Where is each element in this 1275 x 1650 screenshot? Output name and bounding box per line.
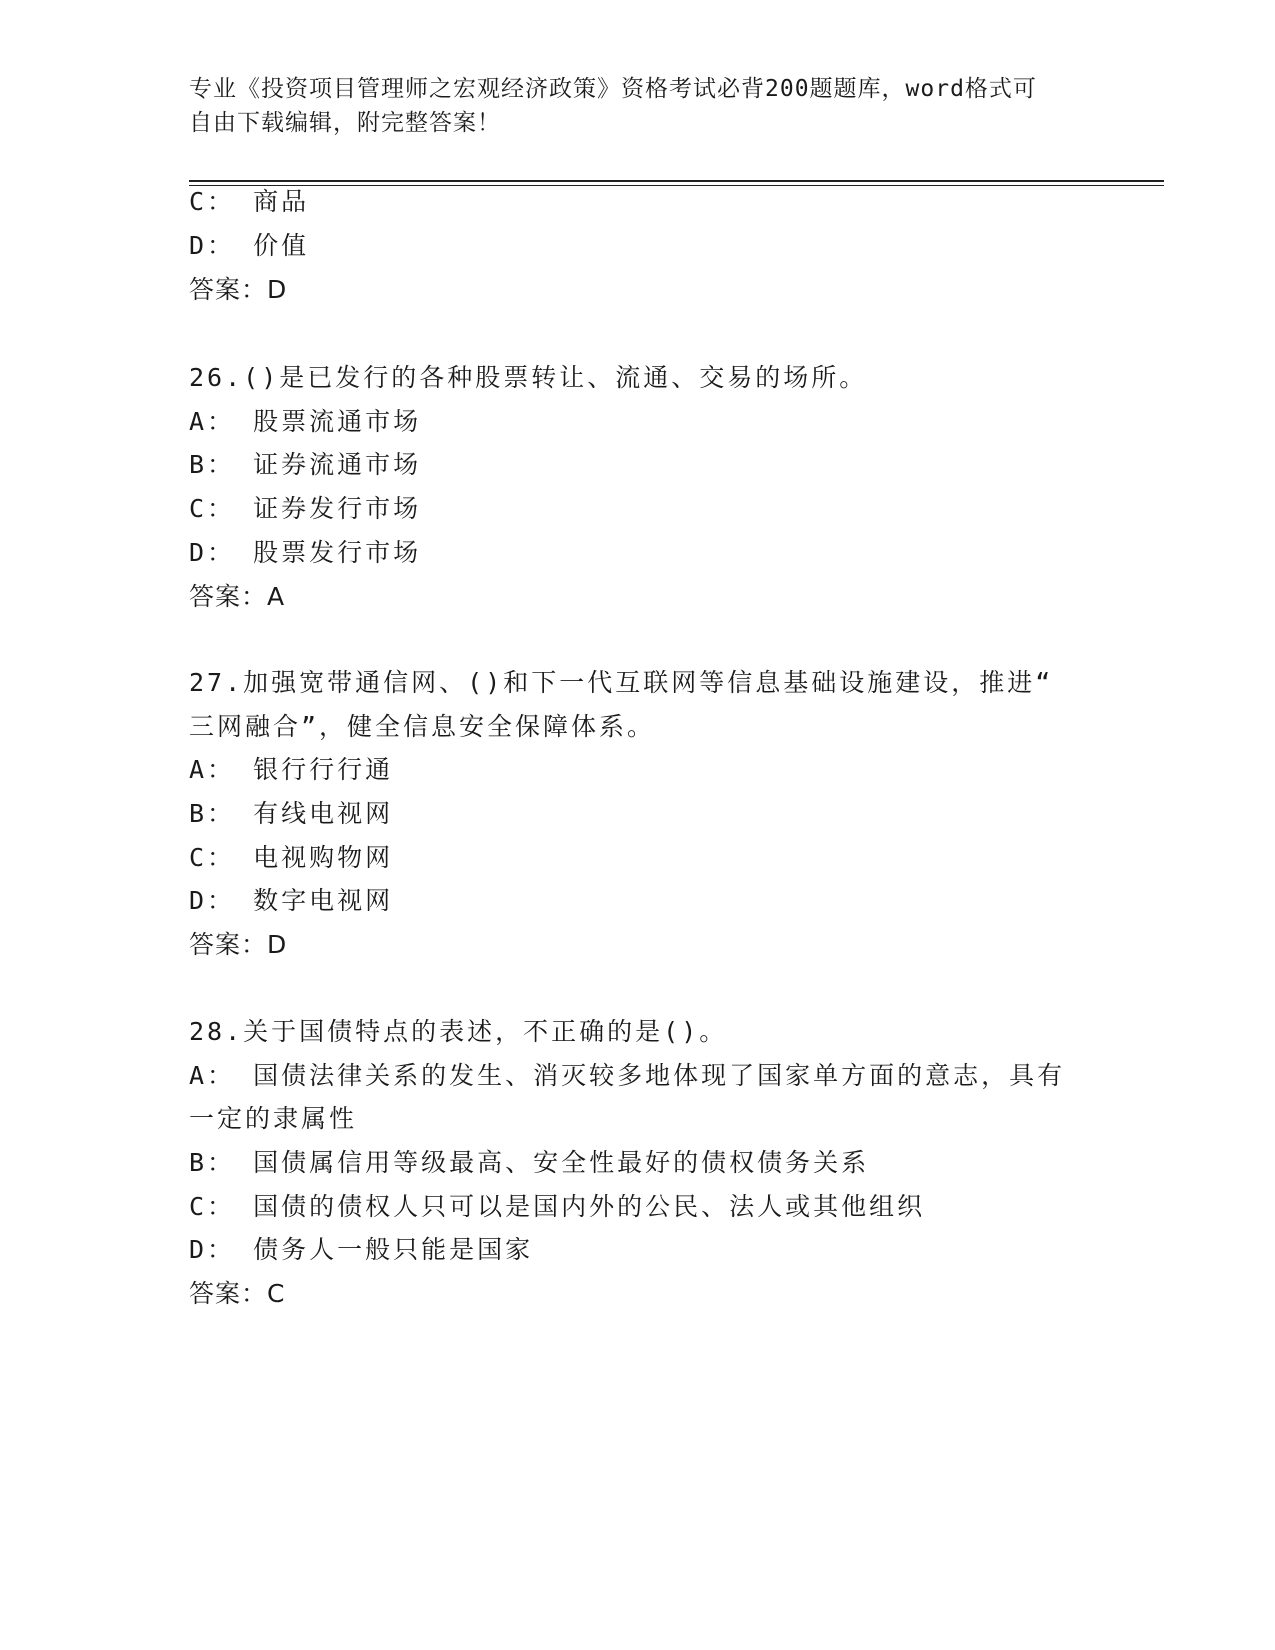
header-line-2: 自由下载编辑，附完整答案！ — [189, 110, 501, 136]
q28-option-a-line-1: A： 国债法律关系的发生、消灭较多地体现了国家单方面的意志，具有 — [189, 1061, 1066, 1090]
q27-answer: 答案：D — [189, 930, 288, 959]
q26-option-a: A： 股票流通市场 — [189, 407, 422, 436]
prev-answer: 答案：D — [189, 275, 288, 304]
q26-option-b: B： 证券流通市场 — [189, 450, 422, 479]
prev-option-c: C： 商品 — [189, 187, 310, 216]
q27-stem-line-2: 三网融合”，健全信息安全保障体系。 — [189, 712, 656, 741]
q27-option-b: B： 有线电视网 — [189, 799, 394, 828]
q26-answer: 答案：A — [189, 582, 286, 611]
q27-option-a: A： 银行行行通 — [189, 755, 394, 784]
q28-stem: 28.关于国债特点的表述，不正确的是()。 — [189, 1017, 728, 1046]
q27-option-d: D： 数字电视网 — [189, 886, 394, 915]
prev-option-d: D： 价值 — [189, 231, 310, 260]
q26-stem: 26.()是已发行的各种股票转让、流通、交易的场所。 — [189, 363, 868, 392]
q26-option-c: C： 证券发行市场 — [189, 494, 422, 523]
q28-option-a-line-2: 一定的隶属性 — [189, 1104, 358, 1133]
q28-option-d: D： 债务人一般只能是国家 — [189, 1235, 534, 1264]
q28-answer: 答案：C — [189, 1279, 286, 1308]
header-divider-thick — [189, 180, 1164, 182]
header-divider-thin — [189, 185, 1164, 186]
q28-option-b: B： 国债属信用等级最高、安全性最好的债权债务关系 — [189, 1148, 870, 1177]
header-line-1: 专业《投资项目管理师之宏观经济政策》资格考试必背200题题库，word格式可 — [189, 76, 1037, 102]
q28-option-c: C： 国债的债权人只可以是国内外的公民、法人或其他组织 — [189, 1192, 926, 1221]
q27-option-c: C： 电视购物网 — [189, 843, 394, 872]
q27-stem-line-1: 27.加强宽带通信网、()和下一代互联网等信息基础设施建设，推进“ — [189, 668, 1054, 697]
q26-option-d: D： 股票发行市场 — [189, 538, 422, 567]
document-header — [189, 72, 1089, 140]
